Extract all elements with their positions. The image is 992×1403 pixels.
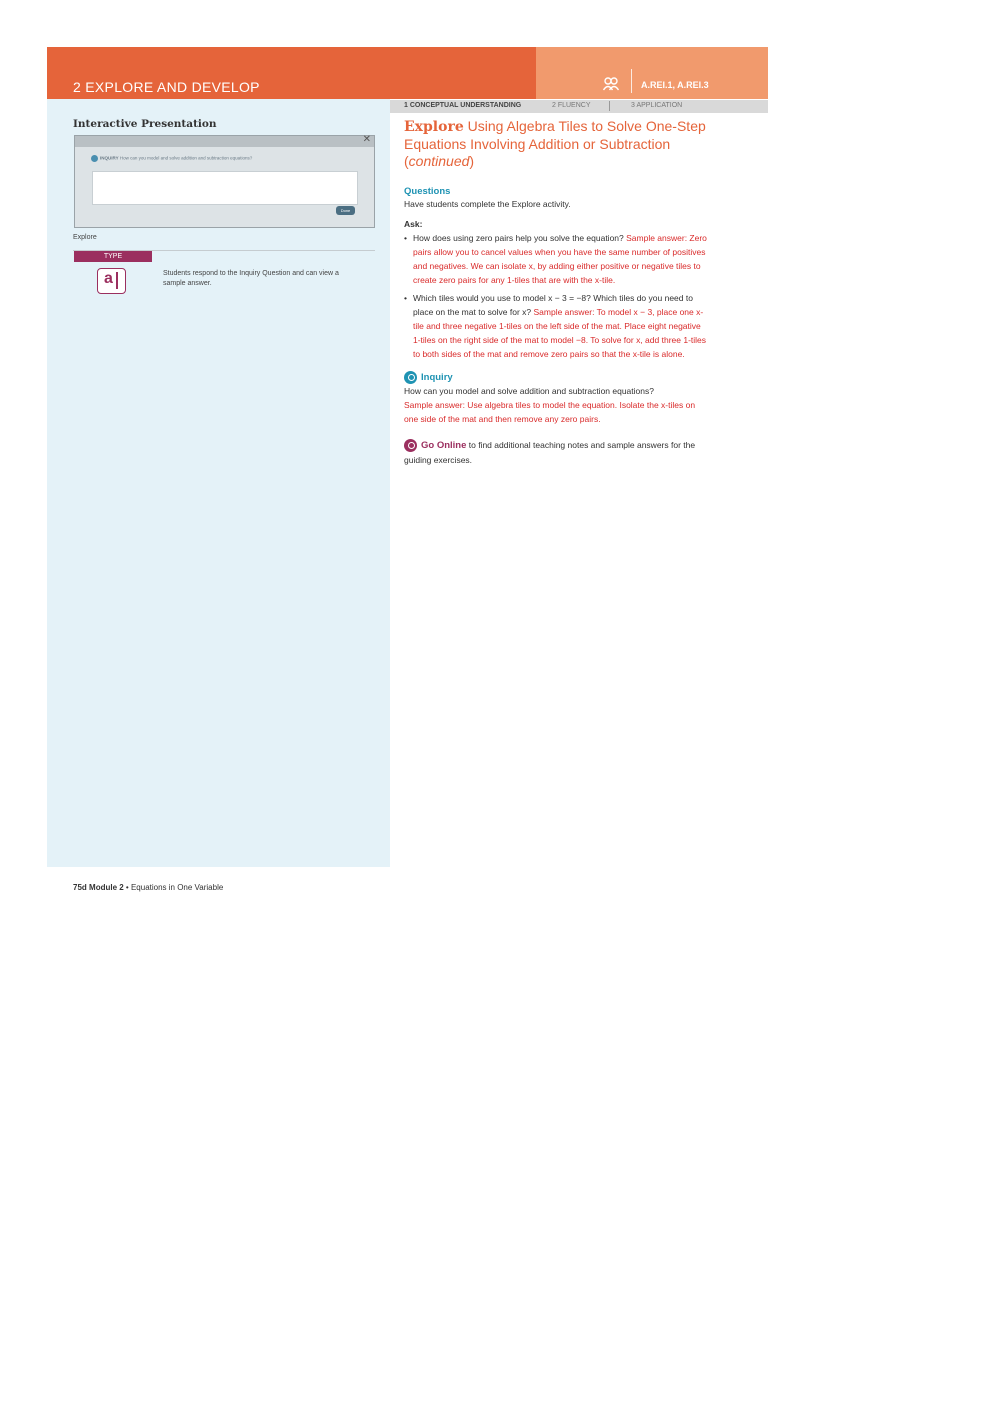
tab-fluency[interactable]: 2 FLUENCY — [552, 102, 591, 109]
ask-label: Ask: — [404, 219, 423, 229]
inquiry-heading: Inquiry — [421, 372, 453, 383]
type-description: Students respond to the Inquiry Question and can view a sample answer. — [163, 270, 339, 287]
screenshot-inquiry-question — [91, 155, 252, 162]
section-title: 2 EXPLORE AND DEVELOP — [73, 79, 260, 95]
module-label: Module 2 — [89, 883, 124, 892]
type-cursor-icon: a — [97, 268, 126, 294]
sample-answer: Sample answer: To model x − 3, place one x-tile and three negative 1-tiles on the left side of the mat. Place eight negative 1-tiles on the right side of the mat to model −8. To solve for x, add three 1-tiles to both sides of the mat and remove zero pairs so that the x-tile is alone. — [413, 307, 707, 359]
inquiry-heading-row — [404, 371, 708, 384]
response-textbox[interactable] — [92, 171, 358, 205]
close-icon[interactable]: ✕ — [362, 134, 371, 145]
module-topic: Equations in One Variable — [130, 883, 224, 892]
teaching-notes — [404, 118, 708, 468]
inquiry-question: How can you model and solve addition and subtraction equations? — [404, 386, 654, 396]
ask-question: How does using zero pairs help you solve the equation? — [413, 233, 624, 243]
standards-header-bar — [536, 47, 768, 99]
list-item — [404, 291, 708, 361]
tab-divider — [609, 101, 610, 111]
inquiry-prefix: INQUIRY — [100, 155, 119, 161]
footer-separator: • — [123, 883, 131, 892]
explore-title: Explore Using Algebra Tiles to Solve One-Step Equations Involving Addition or Subtraction (continued) — [404, 118, 706, 169]
done-button[interactable]: Done — [336, 206, 355, 215]
questions-intro: Have students complete the Explore activity. — [404, 199, 571, 209]
inquiry-text: How can you model and solve addition and subtraction equations? — [119, 155, 253, 161]
header-divider — [631, 69, 632, 93]
page-number: 75d — [73, 883, 87, 892]
go-online-note — [404, 438, 708, 468]
people-icon — [603, 77, 619, 91]
questions-heading: Questions — [404, 186, 451, 197]
ask-list — [404, 231, 708, 361]
panel-title: Interactive Presentation — [73, 118, 217, 130]
inquiry-icon — [404, 371, 417, 384]
go-online-link[interactable]: Go Online — [421, 440, 467, 451]
tab-bar — [390, 100, 768, 113]
sample-answer: Sample answer: Zero pairs allow you to cancel values when you have the same number of positives and negatives. We can isolate x, by adding either positive or negative tiles to create zero pairs for any 1-tiles that are with the x-tile. — [413, 233, 707, 285]
type-label: TYPE — [74, 251, 152, 262]
list-item — [404, 231, 708, 287]
tab-conceptual-understanding[interactable]: 1 CONCEPTUAL UNDERSTANDING — [404, 102, 522, 109]
tab-application[interactable]: 3 APPLICATION — [631, 102, 683, 109]
go-online-text: to find additional teaching notes and sample answers for the guiding exercises. — [404, 440, 696, 465]
cursor-icon — [404, 439, 417, 452]
inquiry-icon — [91, 155, 98, 162]
standards-label: A.REI.1, A.REI.3 — [641, 80, 709, 90]
inquiry-answer: Sample answer: Use algebra tiles to model the equation. Isolate the x-tiles on one side of the mat and then remove any zero pairs. — [404, 400, 696, 424]
screenshot-caption: Explore — [73, 234, 97, 241]
screenshot-title-bar — [75, 136, 374, 147]
ask-question: Which tiles would you use to model x − 3 = −8? Which tiles do you need to place on the mat to solve for x? — [413, 293, 693, 317]
presentation-screenshot — [74, 135, 375, 228]
page-footer — [73, 883, 223, 892]
